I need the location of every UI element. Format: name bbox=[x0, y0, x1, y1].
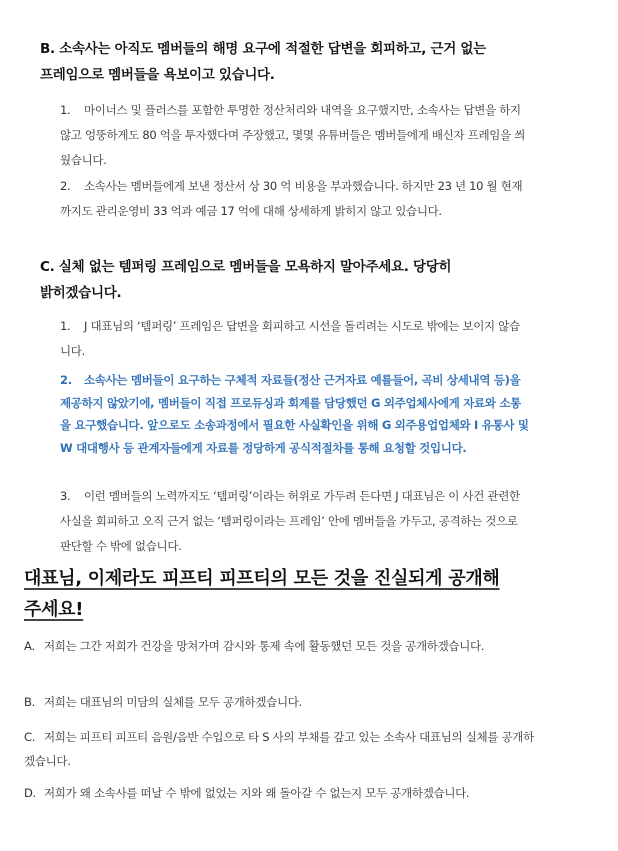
item-text: 소속사는 멤버들이 요구하는 구체적 자료들(정산 근거자료 예를들어, 곡비 상세내역 등)을 제공하지 않았기에, 멤버들이 직접 프로듀싱과 회계를 담당했던 G 외주업체사에게 자료와 소통을 요구했습니다. 앞으로도 소송과정에서 필요한 사실확인을 위해 G 외주용업업체와 I 유통사 및 W 대대행사 등 관계자들에게 자료를 정당하게 공식적절차를 통해 요청할 것입니다. bbox=[60, 373, 529, 455]
closing-heading-line1: 대표님, 이제라도 피프티 피프티의 모든 것을 진실되게 공개해 bbox=[24, 568, 500, 589]
promise-c bbox=[24, 725, 544, 773]
promise-text: 저희가 왜 소속사를 떠날 수 밖에 없었는 지와 왜 돌아갈 수 없는지 모두 공개하겠습니다. bbox=[44, 786, 470, 800]
promise-a bbox=[24, 634, 544, 658]
section-b-item-1 bbox=[60, 98, 530, 173]
item-text: 이런 멤버들의 노력까지도 ‘템퍼링’이라는 허위로 가두려 든다면 J 대표님은 이 사건 관련한 사실을 회피하고 오직 근거 없는 ‘템퍼링이라는 프레임’ 안에 멤버들을 가두고, 공격하는 것으로 판단할 수 밖에 없습니다. bbox=[60, 489, 520, 553]
promise-text: 저희는 대표님의 미담의 실체를 모두 공개하겠습니다. bbox=[44, 695, 302, 709]
item-text: 마이너스 및 플러스를 포함한 투명한 정산처리와 내역을 요구했지만, 소속사는 답변을 하지 않고 엉뚱하게도 80 억을 투자했다며 주장했고, 몇몇 유튜버들은 멤버들에게 배신자 프레임을 씌웠습니다. bbox=[60, 103, 526, 167]
section-c-item-2-highlighted bbox=[60, 369, 530, 459]
closing-heading-line2: 주세요! bbox=[24, 599, 84, 620]
item-number: 2. bbox=[60, 179, 71, 193]
section-c-item-3 bbox=[60, 484, 530, 559]
section-b-item-2 bbox=[60, 174, 530, 224]
promise-b bbox=[24, 690, 544, 714]
item-text: 소속사는 멤버들에게 보낸 정산서 상 30 억 비용을 부과했습니다. 하지만 23 년 10 월 현재까지도 관리운영비 33 억과 예금 17 억에 대해 상세하게 밝히지 않고 있습니다. bbox=[60, 179, 523, 218]
promise-letter: D. bbox=[24, 786, 36, 800]
section-c-item-1 bbox=[60, 314, 530, 364]
promise-text: 저희는 그간 저희가 건강을 망쳐가며 감시와 통제 속에 활동했던 모든 것을 공개하겠습니다. bbox=[44, 639, 485, 653]
section-c-heading-line1: C. 실체 없는 템퍼링 프레임으로 멤버들을 모욕하지 말아주세요. 당당히 bbox=[40, 259, 452, 275]
promise-letter: A. bbox=[24, 639, 35, 653]
section-b-heading bbox=[40, 36, 560, 88]
section-c-heading bbox=[40, 254, 560, 306]
promise-letter: C. bbox=[24, 730, 36, 744]
item-number: 1. bbox=[60, 103, 71, 117]
item-number: 3. bbox=[60, 489, 71, 503]
section-c-heading-line2: 밝히겠습니다. bbox=[40, 285, 122, 301]
section-b-heading-line2: 프레임으로 멤버들을 욕보이고 있습니다. bbox=[40, 67, 275, 83]
item-number: 1. bbox=[60, 319, 71, 333]
promise-letter: B. bbox=[24, 695, 35, 709]
section-b-heading-line1: B. 소속사는 아직도 멤버들의 해명 요구에 적절한 답변을 회피하고, 근거 없는 bbox=[40, 41, 486, 57]
promise-d bbox=[24, 781, 544, 805]
item-text: J 대표님의 ‘템퍼링’ 프레임은 답변을 회피하고 시선을 돌리려는 시도로 밖에는 보이지 않습니다. bbox=[60, 319, 520, 358]
item-number: 2. bbox=[60, 373, 72, 387]
closing-heading bbox=[24, 563, 544, 625]
promise-text: 저희는 피프티 피프티 음원/음반 수입으로 타 S 사의 부채를 갚고 있는 소속사 대표님의 실체를 공개하겠습니다. bbox=[24, 730, 534, 768]
